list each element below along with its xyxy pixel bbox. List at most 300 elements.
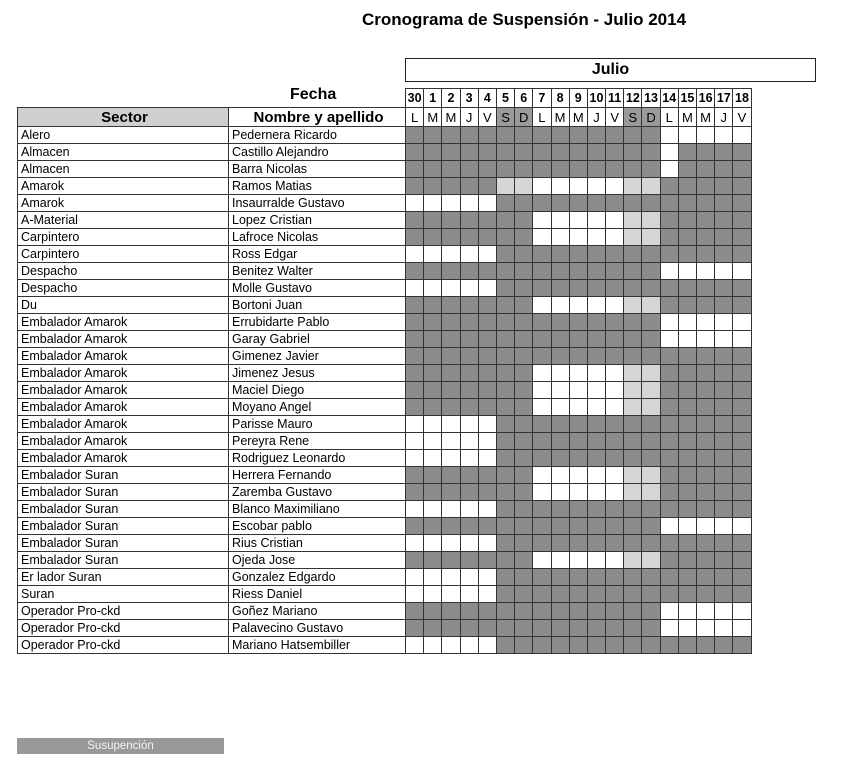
schedule-cell [587, 297, 605, 314]
suspension-cell [496, 416, 514, 433]
schedule-cell [642, 365, 660, 382]
suspension-cell [496, 161, 514, 178]
schedule-cell [624, 229, 642, 246]
suspension-cell [624, 450, 642, 467]
suspension-cell [460, 331, 478, 348]
suspension-cell [460, 467, 478, 484]
suspension-cell [660, 280, 678, 297]
suspension-cell [624, 280, 642, 297]
schedule-cell [551, 467, 569, 484]
suspension-cell [642, 501, 660, 518]
name-cell: Gimenez Javier [229, 348, 406, 365]
sector-cell: Despacho [18, 280, 229, 297]
suspension-cell [533, 620, 551, 637]
suspension-cell [642, 195, 660, 212]
suspension-cell [678, 297, 696, 314]
suspension-cell [660, 637, 678, 654]
day-number: 2 [442, 89, 460, 108]
schedule-cell [442, 246, 460, 263]
blank-corner [18, 89, 229, 108]
suspension-cell [678, 365, 696, 382]
schedule-cell [642, 484, 660, 501]
suspension-cell [660, 450, 678, 467]
suspension-cell [460, 348, 478, 365]
suspension-cell [569, 518, 587, 535]
suspension-cell [533, 518, 551, 535]
suspension-cell [551, 246, 569, 263]
schedule-cell [424, 416, 442, 433]
suspension-cell [697, 552, 715, 569]
suspension-cell [496, 280, 514, 297]
suspension-cell [715, 178, 733, 195]
suspension-cell [733, 161, 751, 178]
table-row [18, 178, 752, 195]
schedule-cell [642, 467, 660, 484]
suspension-cell [678, 586, 696, 603]
schedule-cell [569, 212, 587, 229]
day-number: 18 [733, 89, 751, 108]
suspension-cell [442, 348, 460, 365]
suspension-cell [406, 212, 424, 229]
suspension-cell [515, 382, 533, 399]
suspension-cell [424, 518, 442, 535]
schedule-cell [533, 297, 551, 314]
suspension-cell [551, 195, 569, 212]
suspension-cell [496, 365, 514, 382]
suspension-cell [715, 467, 733, 484]
suspension-cell [678, 501, 696, 518]
suspension-cell [733, 535, 751, 552]
suspension-cell [569, 433, 587, 450]
name-cell: Castillo Alejandro [229, 144, 406, 161]
suspension-cell [697, 280, 715, 297]
name-cell: Blanco Maximiliano [229, 501, 406, 518]
sector-cell: Operador Pro-ckd [18, 603, 229, 620]
name-cell: Barra Nicolas [229, 161, 406, 178]
schedule-cell [624, 552, 642, 569]
suspension-cell [424, 603, 442, 620]
name-cell: Herrera Fernando [229, 467, 406, 484]
schedule-cell [569, 229, 587, 246]
suspension-cell [624, 263, 642, 280]
sector-cell: Amarok [18, 195, 229, 212]
schedule-cell [478, 433, 496, 450]
suspension-cell [733, 450, 751, 467]
suspension-cell [533, 144, 551, 161]
schedule-cell [551, 399, 569, 416]
suspension-cell [442, 467, 460, 484]
suspension-cell [533, 416, 551, 433]
suspension-cell [515, 552, 533, 569]
suspension-cell [496, 212, 514, 229]
suspension-cell [478, 365, 496, 382]
suspension-cell [587, 144, 605, 161]
suspension-cell [569, 314, 587, 331]
suspension-cell [478, 399, 496, 416]
schedule-cell [624, 365, 642, 382]
schedule-cell [678, 518, 696, 535]
name-cell: Ramos Matias [229, 178, 406, 195]
schedule-cell [533, 178, 551, 195]
schedule-cell [733, 331, 751, 348]
suspension-cell [606, 433, 624, 450]
suspension-cell [624, 331, 642, 348]
suspension-cell [569, 161, 587, 178]
suspension-cell [715, 365, 733, 382]
suspension-cell [697, 348, 715, 365]
suspension-cell [424, 467, 442, 484]
schedule-cell [478, 535, 496, 552]
suspension-cell [406, 484, 424, 501]
suspension-cell [715, 348, 733, 365]
suspension-cell [678, 161, 696, 178]
weekday-letter: J [460, 108, 478, 127]
schedule-cell [478, 586, 496, 603]
suspension-cell [551, 161, 569, 178]
sector-cell: A-Material [18, 212, 229, 229]
suspension-cell [642, 569, 660, 586]
suspension-cell [569, 637, 587, 654]
suspension-cell [624, 246, 642, 263]
suspension-cell [551, 331, 569, 348]
schedule-body [18, 127, 752, 654]
suspension-cell [624, 603, 642, 620]
schedule-cell [533, 212, 551, 229]
suspension-cell [533, 280, 551, 297]
suspension-cell [406, 331, 424, 348]
sector-cell: Embalador Suran [18, 467, 229, 484]
schedule-cell [442, 433, 460, 450]
suspension-cell [496, 297, 514, 314]
suspension-cell [697, 416, 715, 433]
table-row [18, 314, 752, 331]
suspension-cell [642, 586, 660, 603]
suspension-cell [678, 280, 696, 297]
name-cell: Riess Daniel [229, 586, 406, 603]
suspension-cell [733, 212, 751, 229]
suspension-cell [533, 263, 551, 280]
schedule-cell [715, 603, 733, 620]
name-cell: Zaremba Gustavo [229, 484, 406, 501]
suspension-cell [697, 382, 715, 399]
suspension-cell [642, 331, 660, 348]
suspension-cell [442, 212, 460, 229]
suspension-cell [460, 484, 478, 501]
suspension-cell [478, 127, 496, 144]
legend-suspension: Susupención [17, 738, 224, 754]
schedule-cell [660, 331, 678, 348]
suspension-cell [642, 518, 660, 535]
schedule-cell [460, 569, 478, 586]
table-row [18, 620, 752, 637]
name-cell: Palavecino Gustavo [229, 620, 406, 637]
suspension-cell [678, 433, 696, 450]
suspension-cell [606, 314, 624, 331]
suspension-cell [551, 586, 569, 603]
suspension-cell [624, 501, 642, 518]
suspension-cell [515, 603, 533, 620]
suspension-cell [624, 637, 642, 654]
schedule-cell [442, 416, 460, 433]
suspension-cell [733, 433, 751, 450]
schedule-cell [460, 280, 478, 297]
suspension-cell [478, 229, 496, 246]
schedule-cell [424, 501, 442, 518]
suspension-cell [715, 501, 733, 518]
suspension-cell [569, 331, 587, 348]
schedule-cell [533, 552, 551, 569]
suspension-cell [551, 280, 569, 297]
schedule-cell [606, 467, 624, 484]
sector-cell: Almacen [18, 144, 229, 161]
suspension-cell [606, 535, 624, 552]
suspension-cell [569, 603, 587, 620]
suspension-cell [660, 365, 678, 382]
schedule-cell [424, 535, 442, 552]
schedule-cell [587, 467, 605, 484]
suspension-cell [697, 144, 715, 161]
day-number: 14 [660, 89, 678, 108]
suspension-cell [733, 637, 751, 654]
schedule-cell [478, 501, 496, 518]
suspension-cell [496, 552, 514, 569]
suspension-cell [442, 297, 460, 314]
day-number: 4 [478, 89, 496, 108]
suspension-cell [478, 484, 496, 501]
suspension-cell [587, 348, 605, 365]
suspension-cell [406, 365, 424, 382]
schedule-cell [678, 314, 696, 331]
suspension-cell [424, 365, 442, 382]
suspension-cell [697, 229, 715, 246]
weekday-letter: S [496, 108, 514, 127]
schedule-cell [606, 382, 624, 399]
schedule-cell [442, 586, 460, 603]
schedule-cell [715, 127, 733, 144]
suspension-cell [642, 144, 660, 161]
suspension-cell [496, 467, 514, 484]
suspension-cell [678, 467, 696, 484]
weekday-letter: V [733, 108, 751, 127]
suspension-cell [678, 246, 696, 263]
schedule-cell [660, 518, 678, 535]
schedule-cell [697, 331, 715, 348]
suspension-cell [406, 382, 424, 399]
day-number: 1 [424, 89, 442, 108]
table-row [18, 535, 752, 552]
table-row [18, 348, 752, 365]
suspension-cell [642, 348, 660, 365]
sector-cell: Embalador Suran [18, 501, 229, 518]
sector-cell: Er lador Suran [18, 569, 229, 586]
table-row [18, 127, 752, 144]
sector-cell: Embalador Amarok [18, 450, 229, 467]
suspension-cell [606, 263, 624, 280]
schedule-cell [715, 620, 733, 637]
suspension-cell [587, 195, 605, 212]
day-number: 3 [460, 89, 478, 108]
suspension-cell [406, 178, 424, 195]
schedule-cell [442, 535, 460, 552]
schedule-cell [406, 246, 424, 263]
schedule-cell [660, 263, 678, 280]
suspension-cell [478, 212, 496, 229]
suspension-cell [533, 246, 551, 263]
suspension-cell [424, 331, 442, 348]
weekday-letter: M [697, 108, 715, 127]
page-title: Cronograma de Suspensión - Julio 2014 [362, 10, 687, 29]
suspension-cell [496, 348, 514, 365]
name-cell: Insaurralde Gustavo [229, 195, 406, 212]
table-row [18, 263, 752, 280]
suspension-cell [551, 501, 569, 518]
day-number: 8 [551, 89, 569, 108]
suspension-cell [478, 331, 496, 348]
suspension-cell [424, 484, 442, 501]
suspension-cell [515, 586, 533, 603]
suspension-cell [515, 195, 533, 212]
name-header: Nombre y apellido [229, 108, 406, 127]
suspension-cell [642, 450, 660, 467]
suspension-cell [678, 416, 696, 433]
suspension-cell [478, 467, 496, 484]
table-row [18, 552, 752, 569]
suspension-cell [515, 331, 533, 348]
schedule-cell [496, 178, 514, 195]
schedule-cell [551, 484, 569, 501]
table-row [18, 416, 752, 433]
name-cell: Moyano Angel [229, 399, 406, 416]
schedule-cell [697, 620, 715, 637]
sector-cell: Embalador Amarok [18, 399, 229, 416]
suspension-cell [733, 586, 751, 603]
sector-cell: Du [18, 297, 229, 314]
suspension-cell [660, 552, 678, 569]
schedule-cell [715, 263, 733, 280]
schedule-cell [715, 314, 733, 331]
sector-cell: Alero [18, 127, 229, 144]
schedule-cell [587, 552, 605, 569]
table-row [18, 161, 752, 178]
schedule-cell [442, 280, 460, 297]
suspension-cell [606, 348, 624, 365]
schedule-cell [569, 382, 587, 399]
schedule-cell [460, 586, 478, 603]
suspension-cell [442, 263, 460, 280]
suspension-cell [642, 263, 660, 280]
suspension-cell [496, 144, 514, 161]
suspension-cell [496, 637, 514, 654]
name-cell: Ojeda Jose [229, 552, 406, 569]
suspension-cell [515, 637, 533, 654]
suspension-cell [460, 518, 478, 535]
schedule-cell [624, 382, 642, 399]
suspension-cell [551, 127, 569, 144]
suspension-cell [515, 433, 533, 450]
suspension-cell [678, 399, 696, 416]
suspension-cell [660, 467, 678, 484]
suspension-cell [515, 365, 533, 382]
suspension-cell [587, 586, 605, 603]
suspension-cell [624, 127, 642, 144]
suspension-cell [406, 399, 424, 416]
suspension-cell [496, 263, 514, 280]
suspension-cell [478, 552, 496, 569]
suspension-cell [460, 144, 478, 161]
suspension-cell [406, 620, 424, 637]
schedule-cell [406, 501, 424, 518]
suspension-cell [697, 399, 715, 416]
suspension-cell [424, 382, 442, 399]
suspension-cell [715, 569, 733, 586]
schedule-cell [442, 195, 460, 212]
schedule-cell [551, 297, 569, 314]
schedule-cell [406, 416, 424, 433]
suspension-cell [733, 569, 751, 586]
suspension-cell [551, 433, 569, 450]
suspension-cell [424, 399, 442, 416]
suspension-cell [478, 603, 496, 620]
suspension-cell [460, 229, 478, 246]
suspension-cell [606, 450, 624, 467]
schedule-cell [478, 416, 496, 433]
suspension-cell [606, 637, 624, 654]
suspension-cell [697, 535, 715, 552]
schedule-cell [678, 263, 696, 280]
suspension-cell [715, 399, 733, 416]
suspension-cell [587, 620, 605, 637]
schedule-cell [478, 195, 496, 212]
suspension-cell [697, 450, 715, 467]
suspension-cell [442, 161, 460, 178]
suspension-cell [587, 314, 605, 331]
suspension-cell [678, 637, 696, 654]
suspension-cell [715, 229, 733, 246]
suspension-cell [533, 127, 551, 144]
schedule-cell [424, 637, 442, 654]
suspension-cell [587, 246, 605, 263]
suspension-cell [678, 144, 696, 161]
schedule-cell [697, 603, 715, 620]
suspension-cell [533, 161, 551, 178]
suspension-cell [587, 263, 605, 280]
suspension-cell [533, 348, 551, 365]
suspension-cell [733, 365, 751, 382]
schedule-cell [442, 501, 460, 518]
suspension-cell [496, 569, 514, 586]
weekday-letter: M [678, 108, 696, 127]
suspension-cell [660, 178, 678, 195]
suspension-cell [660, 484, 678, 501]
suspension-cell [460, 178, 478, 195]
suspension-cell [587, 637, 605, 654]
suspension-cell [569, 620, 587, 637]
schedule-cell [606, 212, 624, 229]
table-row [18, 212, 752, 229]
schedule-cell [606, 297, 624, 314]
suspension-cell [442, 127, 460, 144]
schedule-cell [533, 365, 551, 382]
suspension-cell [442, 620, 460, 637]
schedule-cell [642, 178, 660, 195]
suspension-cell [515, 127, 533, 144]
schedule-cell [587, 382, 605, 399]
day-number: 9 [569, 89, 587, 108]
suspension-cell [406, 161, 424, 178]
schedule-cell [551, 212, 569, 229]
suspension-cell [406, 467, 424, 484]
weekday-letter: L [533, 108, 551, 127]
